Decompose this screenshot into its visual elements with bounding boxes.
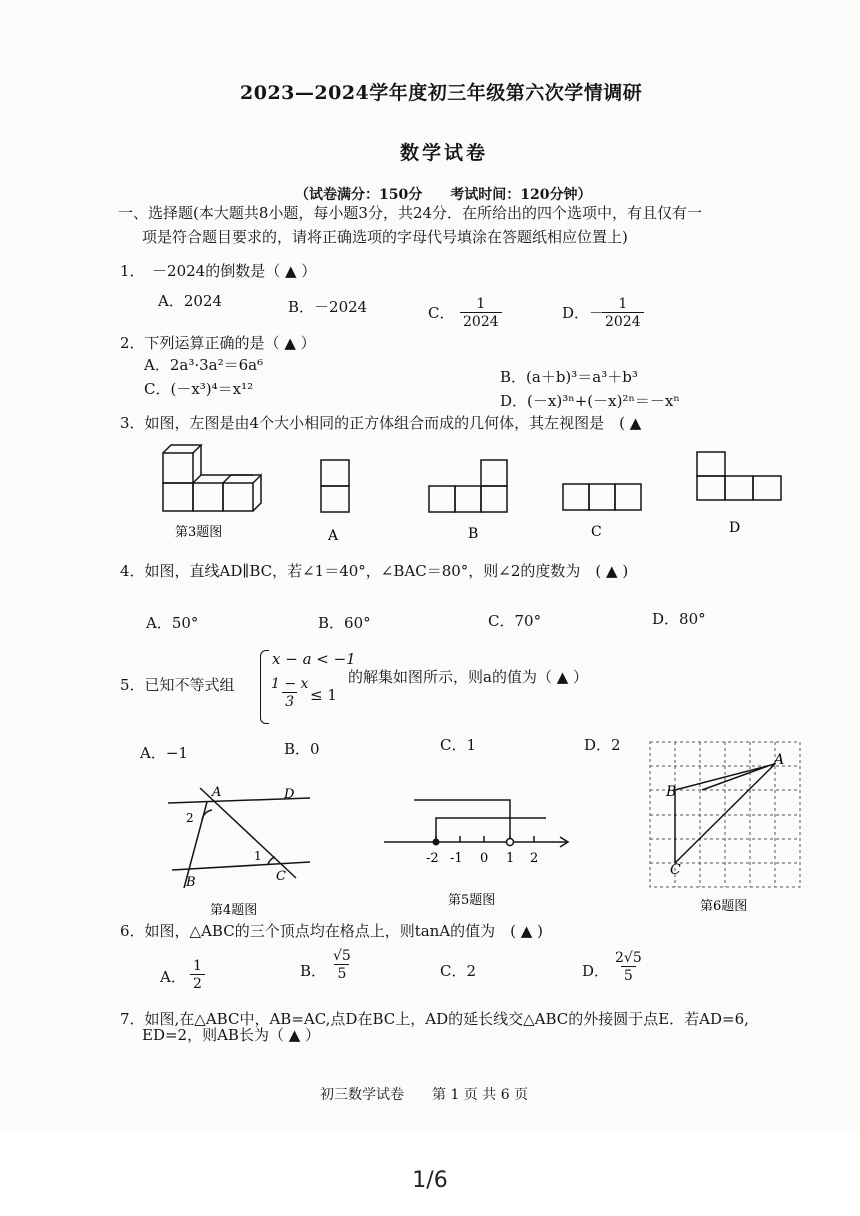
q4-label-c: C bbox=[276, 869, 286, 884]
exam-info: （试卷满分：150分 考试时间：120分钟） bbox=[295, 187, 592, 203]
q1-option-d-prefix: D．－ bbox=[562, 304, 605, 322]
q6-fig-caption: 第6题图 bbox=[700, 899, 748, 914]
q3-option-b-label: B bbox=[468, 526, 479, 542]
q5-fig-caption: 第5题图 bbox=[448, 893, 496, 908]
section-instructions-line1: 一、选择题(本大题共8小题，每小题3分，共24分．在所给出的四个选项中，有且仅有一 bbox=[118, 204, 703, 222]
q7-line1: 7．如图,在△ABC中，AB=AC,点D在BC上，AD的延长线交△ABC的外接圆于点E．若AD=6, bbox=[120, 1010, 749, 1028]
q7-line2: ED=2，则AB长为（ ▲ ） bbox=[142, 1026, 321, 1044]
q5-option-a: A．−1 bbox=[140, 744, 188, 762]
segment-ac bbox=[200, 788, 296, 878]
q3-figures bbox=[155, 440, 805, 550]
q6-d-numerator: 2√5 bbox=[615, 950, 642, 966]
q2-option-a: A．2a³·3a²＝6a⁶ bbox=[144, 356, 264, 374]
q6-option-b-fraction bbox=[330, 948, 354, 982]
q5-ineq2-numerator: 1 − x bbox=[271, 676, 309, 692]
q1-option-a: A．2024 bbox=[158, 292, 223, 310]
q4-option-b: B．60° bbox=[318, 614, 371, 632]
exam-title: 2023—2024学年度初三年级第六次学情调研 bbox=[240, 82, 643, 104]
q6-option-b-prefix: B． bbox=[300, 962, 327, 980]
q5-option-b: B．0 bbox=[284, 740, 320, 758]
q6-stem: 6．如图，△ABC的三个顶点均在格点上，则tanA的值为 ( ▲ ) bbox=[120, 922, 543, 940]
q6-b-numerator: √5 bbox=[333, 948, 351, 964]
q6-label-b: B bbox=[666, 784, 677, 800]
line-bc bbox=[172, 862, 310, 870]
q4-option-a: A．50° bbox=[146, 614, 199, 632]
q6-option-a-prefix: A． bbox=[160, 968, 186, 986]
q6-option-c: C．2 bbox=[440, 962, 477, 980]
q2-option-d: D．(－x)³ⁿ+(－x)²ⁿ＝－xⁿ bbox=[500, 392, 680, 410]
tick-label: 1 bbox=[506, 851, 515, 866]
q3-option-d-label: D bbox=[729, 520, 741, 536]
q2-option-b: B．(a＋b)³＝a³＋b³ bbox=[500, 368, 638, 386]
q6-a-numerator: 1 bbox=[193, 958, 202, 974]
q5-ineq2-denominator: 3 bbox=[282, 692, 297, 710]
q6-d-denominator: 5 bbox=[621, 966, 636, 984]
q2-stem: 2．下列运算正确的是（ ▲ ） bbox=[120, 334, 316, 352]
q6-label-c: C bbox=[670, 862, 681, 878]
q5-stem-suffix: 的解集如图所示，则a的值为（ ▲ ） bbox=[348, 668, 589, 686]
q3-option-c-label: C bbox=[591, 524, 602, 540]
q6-grid-figure bbox=[640, 734, 820, 914]
q5-inequality-2-fraction bbox=[268, 676, 311, 710]
q4-option-d: D．80° bbox=[652, 610, 706, 628]
q1-option-c-prefix: C． bbox=[428, 304, 455, 322]
q3-fig-caption: 第3题图 bbox=[175, 525, 223, 540]
q3-solid-figure bbox=[163, 445, 261, 511]
solution-upper-bracket bbox=[414, 800, 510, 842]
q5-option-d: D．2 bbox=[584, 736, 621, 754]
tick-label: 0 bbox=[480, 851, 489, 866]
q5-inequality-2-relation: ≤ 1 bbox=[310, 686, 337, 704]
q6-option-a-fraction bbox=[190, 958, 205, 992]
open-point bbox=[507, 839, 514, 846]
q1-d-denominator: 2024 bbox=[602, 312, 644, 330]
q2-option-c: C．(－x³)⁴＝x¹² bbox=[144, 380, 254, 398]
q4-fig-caption: 第4题图 bbox=[210, 903, 258, 918]
exam-subtitle: 数学试卷 bbox=[400, 142, 489, 164]
q1-c-denominator: 2024 bbox=[460, 312, 502, 330]
q5-stem-prefix: 5．已知不等式组 bbox=[120, 676, 235, 694]
q6-a-denominator: 2 bbox=[190, 974, 205, 992]
q1-c-numerator: 1 bbox=[476, 296, 486, 312]
q1-option-c-fraction bbox=[460, 296, 502, 330]
tick-label: -2 bbox=[426, 851, 439, 866]
tick-label: 2 bbox=[530, 851, 539, 866]
section-instructions-line2: 项是符合题目要求的，请将正确选项的字母代号填涂在答题纸相应位置上) bbox=[142, 228, 628, 246]
q3-option-c-figure bbox=[563, 484, 641, 510]
solid-point bbox=[433, 839, 440, 846]
q4-label-2: 2 bbox=[186, 811, 194, 825]
q5-number-line bbox=[378, 790, 578, 910]
q1-option-d-fraction bbox=[602, 296, 644, 330]
q4-label-a: A bbox=[212, 785, 222, 800]
q3-option-b-figure bbox=[429, 460, 507, 512]
q6-b-denominator: 5 bbox=[334, 964, 349, 982]
q3-option-a-label: A bbox=[328, 528, 339, 544]
q3-option-d-figure bbox=[697, 452, 781, 500]
q4-label-b: B bbox=[186, 875, 196, 890]
q6-option-d-prefix: D． bbox=[582, 962, 610, 980]
q3-stem: 3．如图，左图是由4个大小相同的正方体组合而成的几何体，其左视图是 ( ▲ bbox=[120, 414, 642, 432]
q6-option-d-fraction bbox=[612, 950, 645, 984]
tick-label: -1 bbox=[450, 851, 463, 866]
q4-label-1: 1 bbox=[254, 849, 262, 863]
q4-figure bbox=[160, 780, 320, 920]
q1-option-b: B．－2024 bbox=[288, 298, 368, 316]
q4-option-c: C．70° bbox=[488, 612, 542, 630]
q1-stem: 1． －2024的倒数是（ ▲ ） bbox=[120, 262, 317, 280]
q5-option-c: C．1 bbox=[440, 736, 477, 754]
page-indicator: 1/6 bbox=[412, 1168, 448, 1193]
q4-stem: 4．如图，直线AD∥BC，若∠1＝40°，∠BAC＝80°，则∠2的度数为 ( ▲ ) bbox=[120, 562, 629, 580]
q6-label-a: A bbox=[774, 752, 785, 768]
page-footer: 初三数学试卷 第 1 页 共 6 页 bbox=[320, 1087, 529, 1103]
solution-lower-bracket bbox=[436, 818, 546, 842]
q5-inequality-1: x − a < −1 bbox=[272, 650, 356, 668]
q4-label-d: D bbox=[284, 787, 295, 802]
q3-option-a-figure bbox=[321, 460, 349, 512]
q1-d-numerator: 1 bbox=[618, 296, 628, 312]
